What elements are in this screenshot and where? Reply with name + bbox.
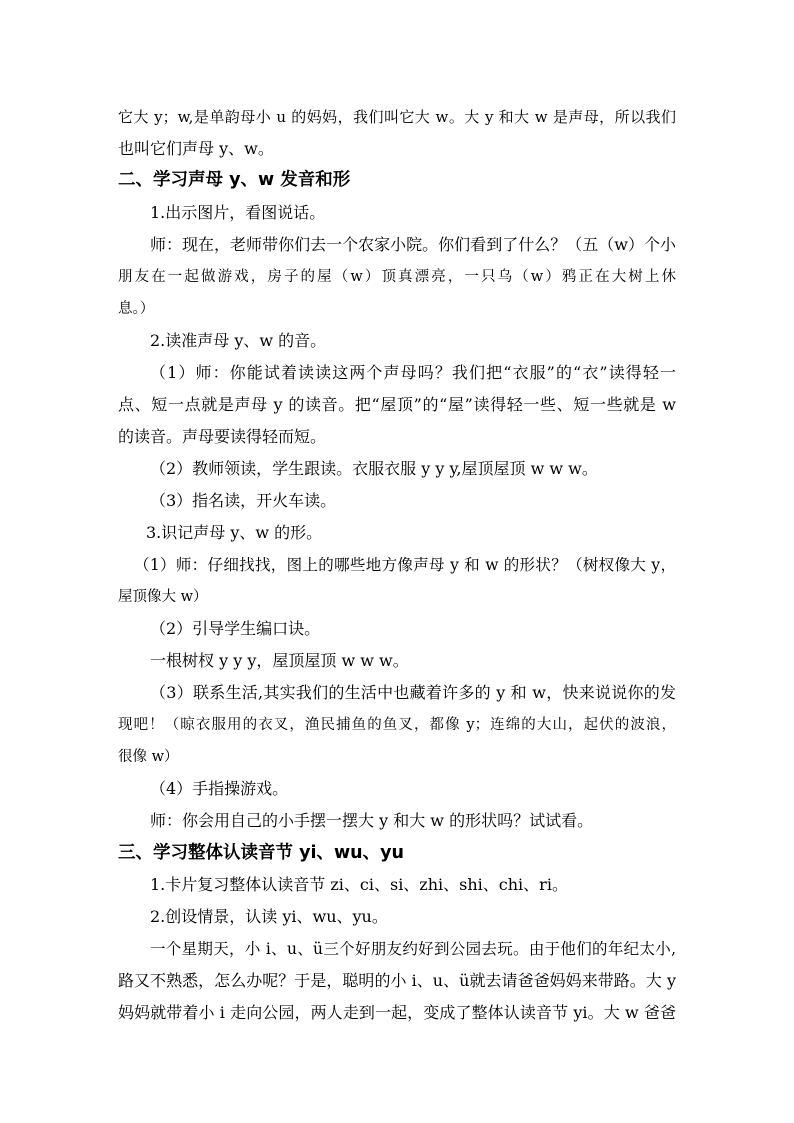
- paragraph-line: 1.卡片复习整体认读音节 zi、ci、si、zhi、shi、chi、ri。: [150, 875, 568, 894]
- paragraph-line: （3）指名读，开火车读。: [150, 491, 337, 510]
- paragraph-line: （1）师：你能试着读读这两个声母吗？我们把“衣服”的“衣”读得轻一: [150, 363, 676, 382]
- paragraph-line: 的读音。声母要读得轻而短。: [118, 427, 327, 446]
- paragraph-line: 师：你会用自己的小手摆一摆大 y 和大 w 的形状吗？试试看。: [150, 811, 594, 830]
- paragraph-line: 屋顶像大 w）: [118, 589, 208, 605]
- paragraph-line: 3.识记声母 y、w 的形。: [146, 523, 323, 542]
- section-heading: 三、学习整体认读音节 yi、wu、yu: [118, 843, 404, 863]
- paragraph-line: （4）手指操游戏。: [150, 779, 289, 798]
- paragraph-line: 点、短一点就是声母 y 的读音。把“屋顶”的“屋”读得轻一些、短一些就是 w: [118, 395, 676, 414]
- paragraph-line: 现吧！（晾衣服用的衣叉，渔民捕鱼的鱼叉，都像 y；连绵的大山，起伏的波浪，: [118, 717, 676, 733]
- paragraph-line: 1.出示图片，看图说话。: [150, 203, 326, 222]
- paragraph-line: 很像 w）: [118, 749, 179, 765]
- paragraph-line: 妈妈就带着小 i 走向公园，两人走到一起，变成了整体认读音节 yi。大 w 爸爸: [118, 1003, 676, 1022]
- paragraph-line: 一根树杈 y y y，屋顶屋顶 w w w。: [150, 651, 409, 670]
- paragraph-line: （3）联系生活,其实我们的生活中也藏着许多的 y 和 w，快来说说你的发: [150, 683, 676, 702]
- paragraph-line: 2.读准声母 y、w 的音。: [150, 331, 327, 350]
- section-heading: 二、学习声母 y、w 发音和形: [118, 170, 351, 190]
- paragraph-line: （2）引导学生编口诀。: [150, 619, 321, 638]
- paragraph-line: 也叫它们声母 y、w。: [118, 139, 274, 158]
- paragraph-line: 一个星期天，小 i、u、ü三个好朋友约好到公园去玩。由于他们的年纪太小,: [150, 940, 676, 958]
- paragraph-line: 它大 y；w,是单韵母小 u 的妈妈，我们叫它大 w。大 y 和大 w 是声母，所以我们: [118, 108, 676, 126]
- paragraph-line: （1）师：仔细找找，图上的哪些地方像声母 y 和 w 的形状？（树杈像大 y，: [134, 556, 676, 574]
- paragraph-line: 路又不熟悉，怎么办呢？于是，聪明的小 i、u、ü就去请爸爸妈妈来带路。大 y: [118, 971, 676, 990]
- paragraph-line: 息。）: [118, 301, 155, 317]
- paragraph-line: 师：现在，老师带你们去一个农家小院。你们看到了什么？（五（w）个小: [150, 235, 676, 254]
- paragraph-line: 2.创设情景，认读 yi、wu、yu。: [150, 907, 388, 926]
- paragraph-line: 朋友在一起做游戏，房子的屋（w）顶真漂亮，一只乌（w）鸦正在大树上休: [118, 269, 676, 285]
- paragraph-line: （2）教师领读，学生跟读。衣服衣服 y y y,屋顶屋顶 w w w。: [150, 459, 598, 478]
